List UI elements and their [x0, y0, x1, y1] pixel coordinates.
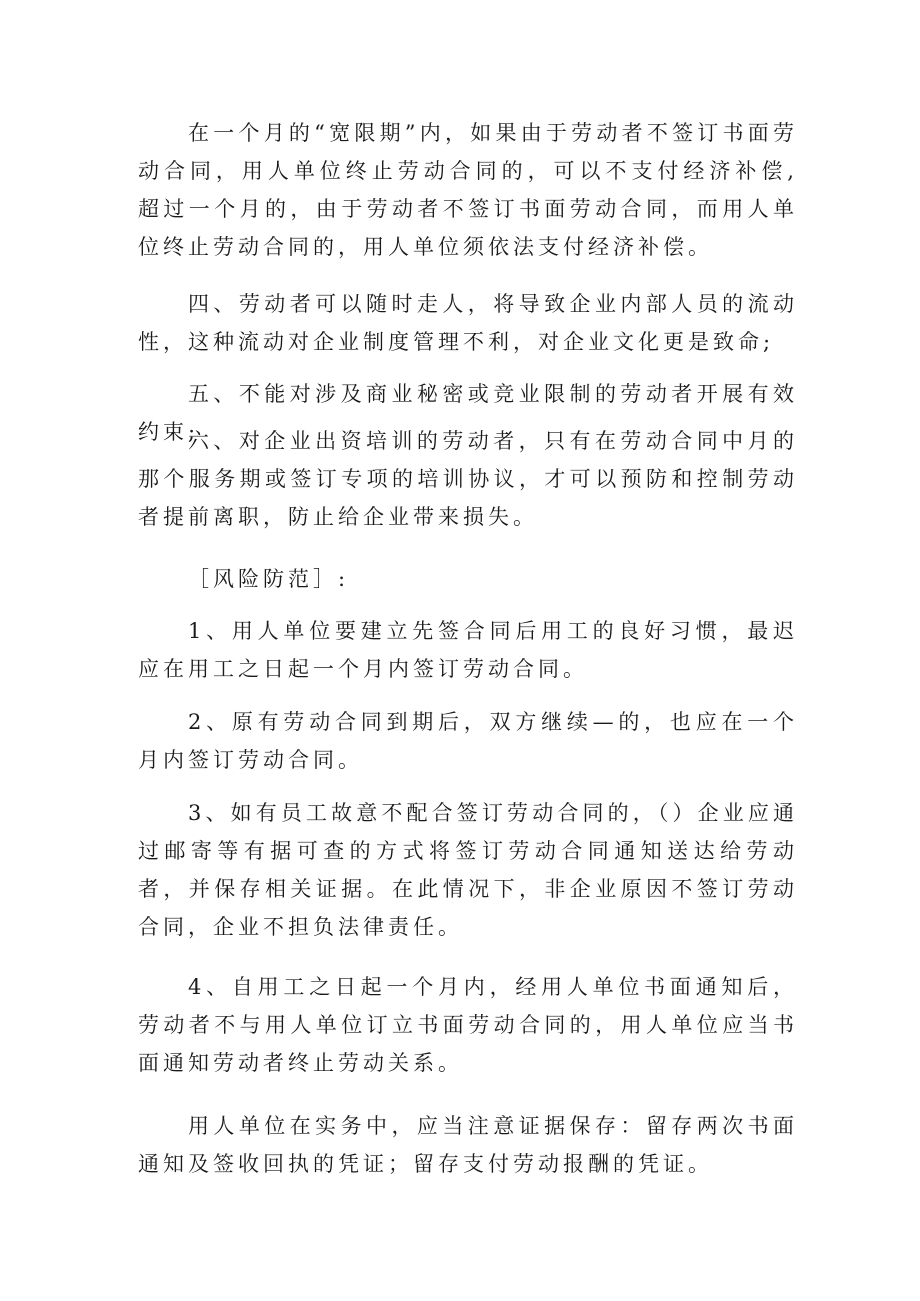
- paragraph-point-six: 六、对企业出资培训的劳动者，只有在劳动合同中月的那个服务期或签订专项的培训协议，才可以预防和控制劳动者提前离职，防止给企业带来损失。: [138, 429, 798, 529]
- paragraph-point-four: 四、劳动者可以随时走人，将导致企业内部人员的流动性，这种流动对企业制度管理不利，对企业文化更是致命;: [138, 292, 798, 354]
- paragraph-item-2: 2、原有劳动合同到期后，双方继续—的，也应在一个月内签订劳动合同。: [138, 710, 798, 772]
- paragraph-item-1: 1、用人单位要建立先签合同后用工的良好习惯，最迟应在用工之日起一个月内签订劳动合同。: [138, 619, 798, 681]
- paragraph-item-4: 4、自用工之日起一个月内，经用人单位书面通知后，劳动者不与用人单位订立书面劳动合同的，用人单位应当书面通知劳动者终止劳动关系。: [138, 975, 798, 1075]
- paragraph-point-five: 五、不能对涉及商业秘密或竞业限制的劳动者开展有效约束;: [138, 382, 798, 444]
- paragraph-evidence-note: 用人单位在实务中，应当注意证据保存：留存两次书面通知及签收回执的凭证；留存支付劳动报酬的凭证。: [138, 1114, 798, 1176]
- paragraph-grace-period: 在一个月的“宽限期”内，如果由于劳动者不签订书面劳动合同，用人单位终止劳动合同的，可以不支付经济补偿,超过一个月的，由于劳动者不签订书面劳动合同，而用人单位终止劳动合同的，用人单位须依法支付经济补偿。: [138, 121, 798, 259]
- section-heading-risk-prevention: ［风险防范］:: [188, 567, 350, 591]
- paragraph-item-3: 3、如有员工故意不配合签订劳动合同的，（）企业应通过邮寄等有据可查的方式将签订劳动合同通知送达给劳动者，并保存相关证据。在此情况下，非企业原因不签订劳动合同，企业不担负法律责任。: [138, 801, 798, 939]
